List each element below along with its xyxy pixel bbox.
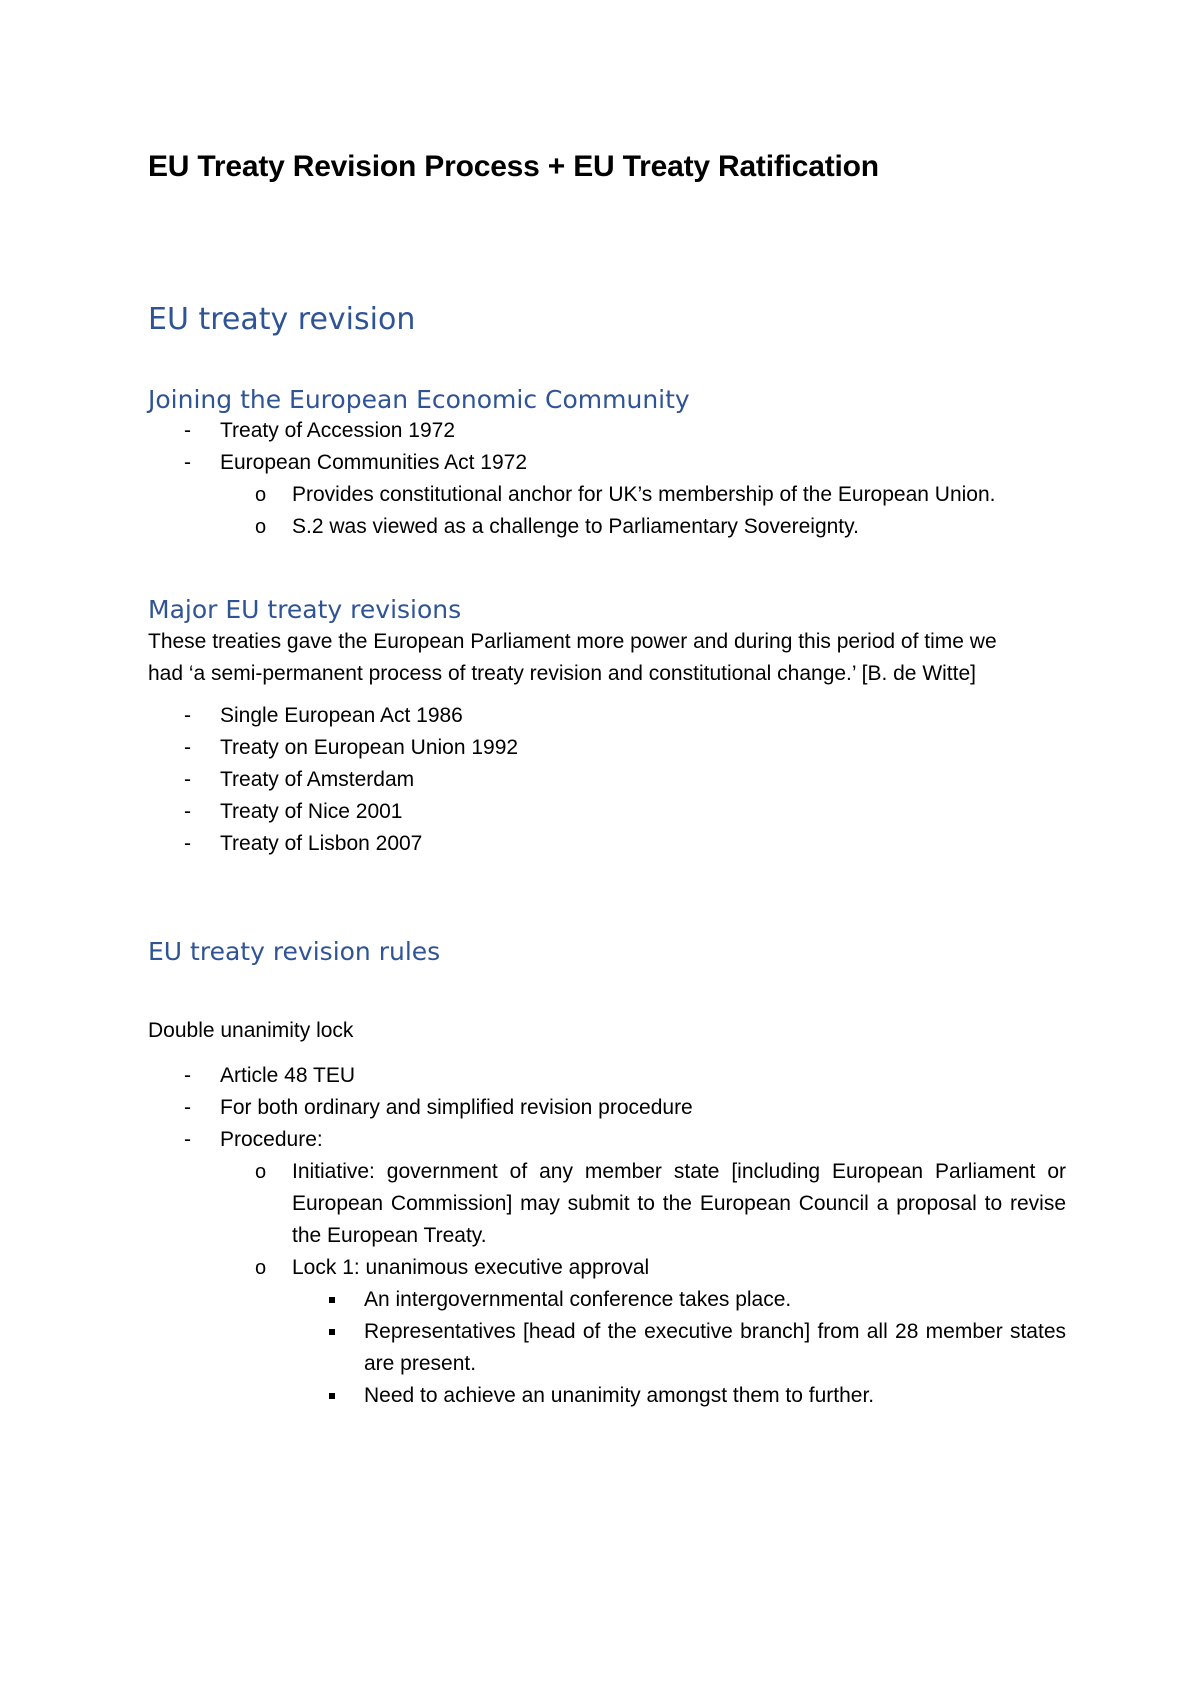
list-item-text: Need to achieve an unanimity amongst them to further. bbox=[364, 1384, 875, 1407]
list-item bbox=[148, 1380, 1066, 1412]
dash-bullet: - bbox=[184, 768, 191, 791]
list-item-text: Procedure: bbox=[220, 1128, 323, 1151]
circle-bullet: o bbox=[255, 1257, 267, 1279]
list-item bbox=[148, 511, 1066, 543]
list-item-text: S.2 was viewed as a challenge to Parliamentary Sovereignty. bbox=[292, 515, 859, 538]
revision-rules-list bbox=[148, 1060, 1066, 1412]
list-item bbox=[148, 1316, 1066, 1380]
list-item bbox=[148, 828, 1066, 860]
list-item bbox=[148, 1092, 1066, 1124]
list-item-text: Treaty of Accession 1972 bbox=[220, 419, 456, 442]
dash-bullet: - bbox=[184, 736, 191, 759]
list-item-text: Provides constitutional anchor for UK’s membership of the European Union. bbox=[292, 483, 996, 506]
heading-major-eu-treaty-revisions: Major EU treaty revisions bbox=[148, 595, 462, 624]
square-bullet-icon bbox=[329, 1393, 335, 1399]
list-item-text: Representatives [head of the executive branch] from all 28 member states are present. bbox=[364, 1320, 1066, 1375]
double-unanimity-label: Double unanimity lock bbox=[148, 1019, 354, 1042]
list-item-text: Treaty on European Union 1992 bbox=[220, 736, 519, 759]
heading-joining-eec: Joining the European Economic Community bbox=[148, 385, 690, 414]
dash-bullet: - bbox=[184, 1096, 191, 1119]
list-item bbox=[148, 447, 1066, 479]
list-item bbox=[148, 479, 1066, 511]
dash-bullet: - bbox=[184, 832, 191, 855]
square-bullet-icon bbox=[329, 1297, 335, 1303]
paragraph-line: had ‘a semi-permanent process of treaty revision and constitutional change.’ [B. de Witte] bbox=[148, 662, 976, 685]
list-item-text: An intergovernmental conference takes place. bbox=[364, 1288, 792, 1311]
list-item-text: Initiative: government of any member state [including European Parliament or European Commission] may submit to the European Council a proposal to revise the European Treaty. bbox=[292, 1160, 1066, 1247]
list-item-text: Lock 1: unanimous executive approval bbox=[292, 1256, 650, 1279]
list-item bbox=[148, 415, 1066, 447]
list-item bbox=[148, 796, 1066, 828]
major-revisions-paragraph bbox=[148, 626, 1066, 690]
joining-eec-list bbox=[148, 415, 1066, 543]
list-item-text: Treaty of Nice 2001 bbox=[220, 800, 403, 823]
list-item-text: Article 48 TEU bbox=[220, 1064, 355, 1087]
list-item bbox=[148, 1124, 1066, 1156]
list-item-text: Treaty of Amsterdam bbox=[220, 768, 415, 791]
list-item bbox=[148, 1284, 1066, 1316]
list-item-text: Single European Act 1986 bbox=[220, 704, 463, 727]
heading-eu-treaty-revision-rules: EU treaty revision rules bbox=[148, 937, 441, 966]
list-item-text: European Communities Act 1972 bbox=[220, 451, 528, 474]
list-item bbox=[148, 1252, 1066, 1284]
list-item bbox=[148, 700, 1066, 732]
list-item-text: Treaty of Lisbon 2007 bbox=[220, 832, 423, 855]
circle-bullet: o bbox=[255, 516, 267, 538]
list-item bbox=[148, 732, 1066, 764]
dash-bullet: - bbox=[184, 451, 191, 474]
list-item-text: For both ordinary and simplified revision procedure bbox=[220, 1096, 693, 1119]
dash-bullet: - bbox=[184, 704, 191, 727]
heading-eu-treaty-revision: EU treaty revision bbox=[148, 302, 416, 337]
dash-bullet: - bbox=[184, 800, 191, 823]
document-title: EU Treaty Revision Process + EU Treaty Ratification bbox=[148, 150, 879, 183]
square-bullet-icon bbox=[329, 1329, 335, 1335]
circle-bullet: o bbox=[255, 484, 267, 506]
dash-bullet: - bbox=[184, 1128, 191, 1151]
major-revisions-list bbox=[148, 700, 1066, 860]
circle-bullet: o bbox=[255, 1161, 267, 1183]
list-item bbox=[148, 1156, 1066, 1252]
list-item bbox=[148, 1060, 1066, 1092]
paragraph-line: These treaties gave the European Parliament more power and during this period of time we bbox=[148, 630, 997, 653]
dash-bullet: - bbox=[184, 1064, 191, 1087]
list-item bbox=[148, 764, 1066, 796]
dash-bullet: - bbox=[184, 419, 191, 442]
